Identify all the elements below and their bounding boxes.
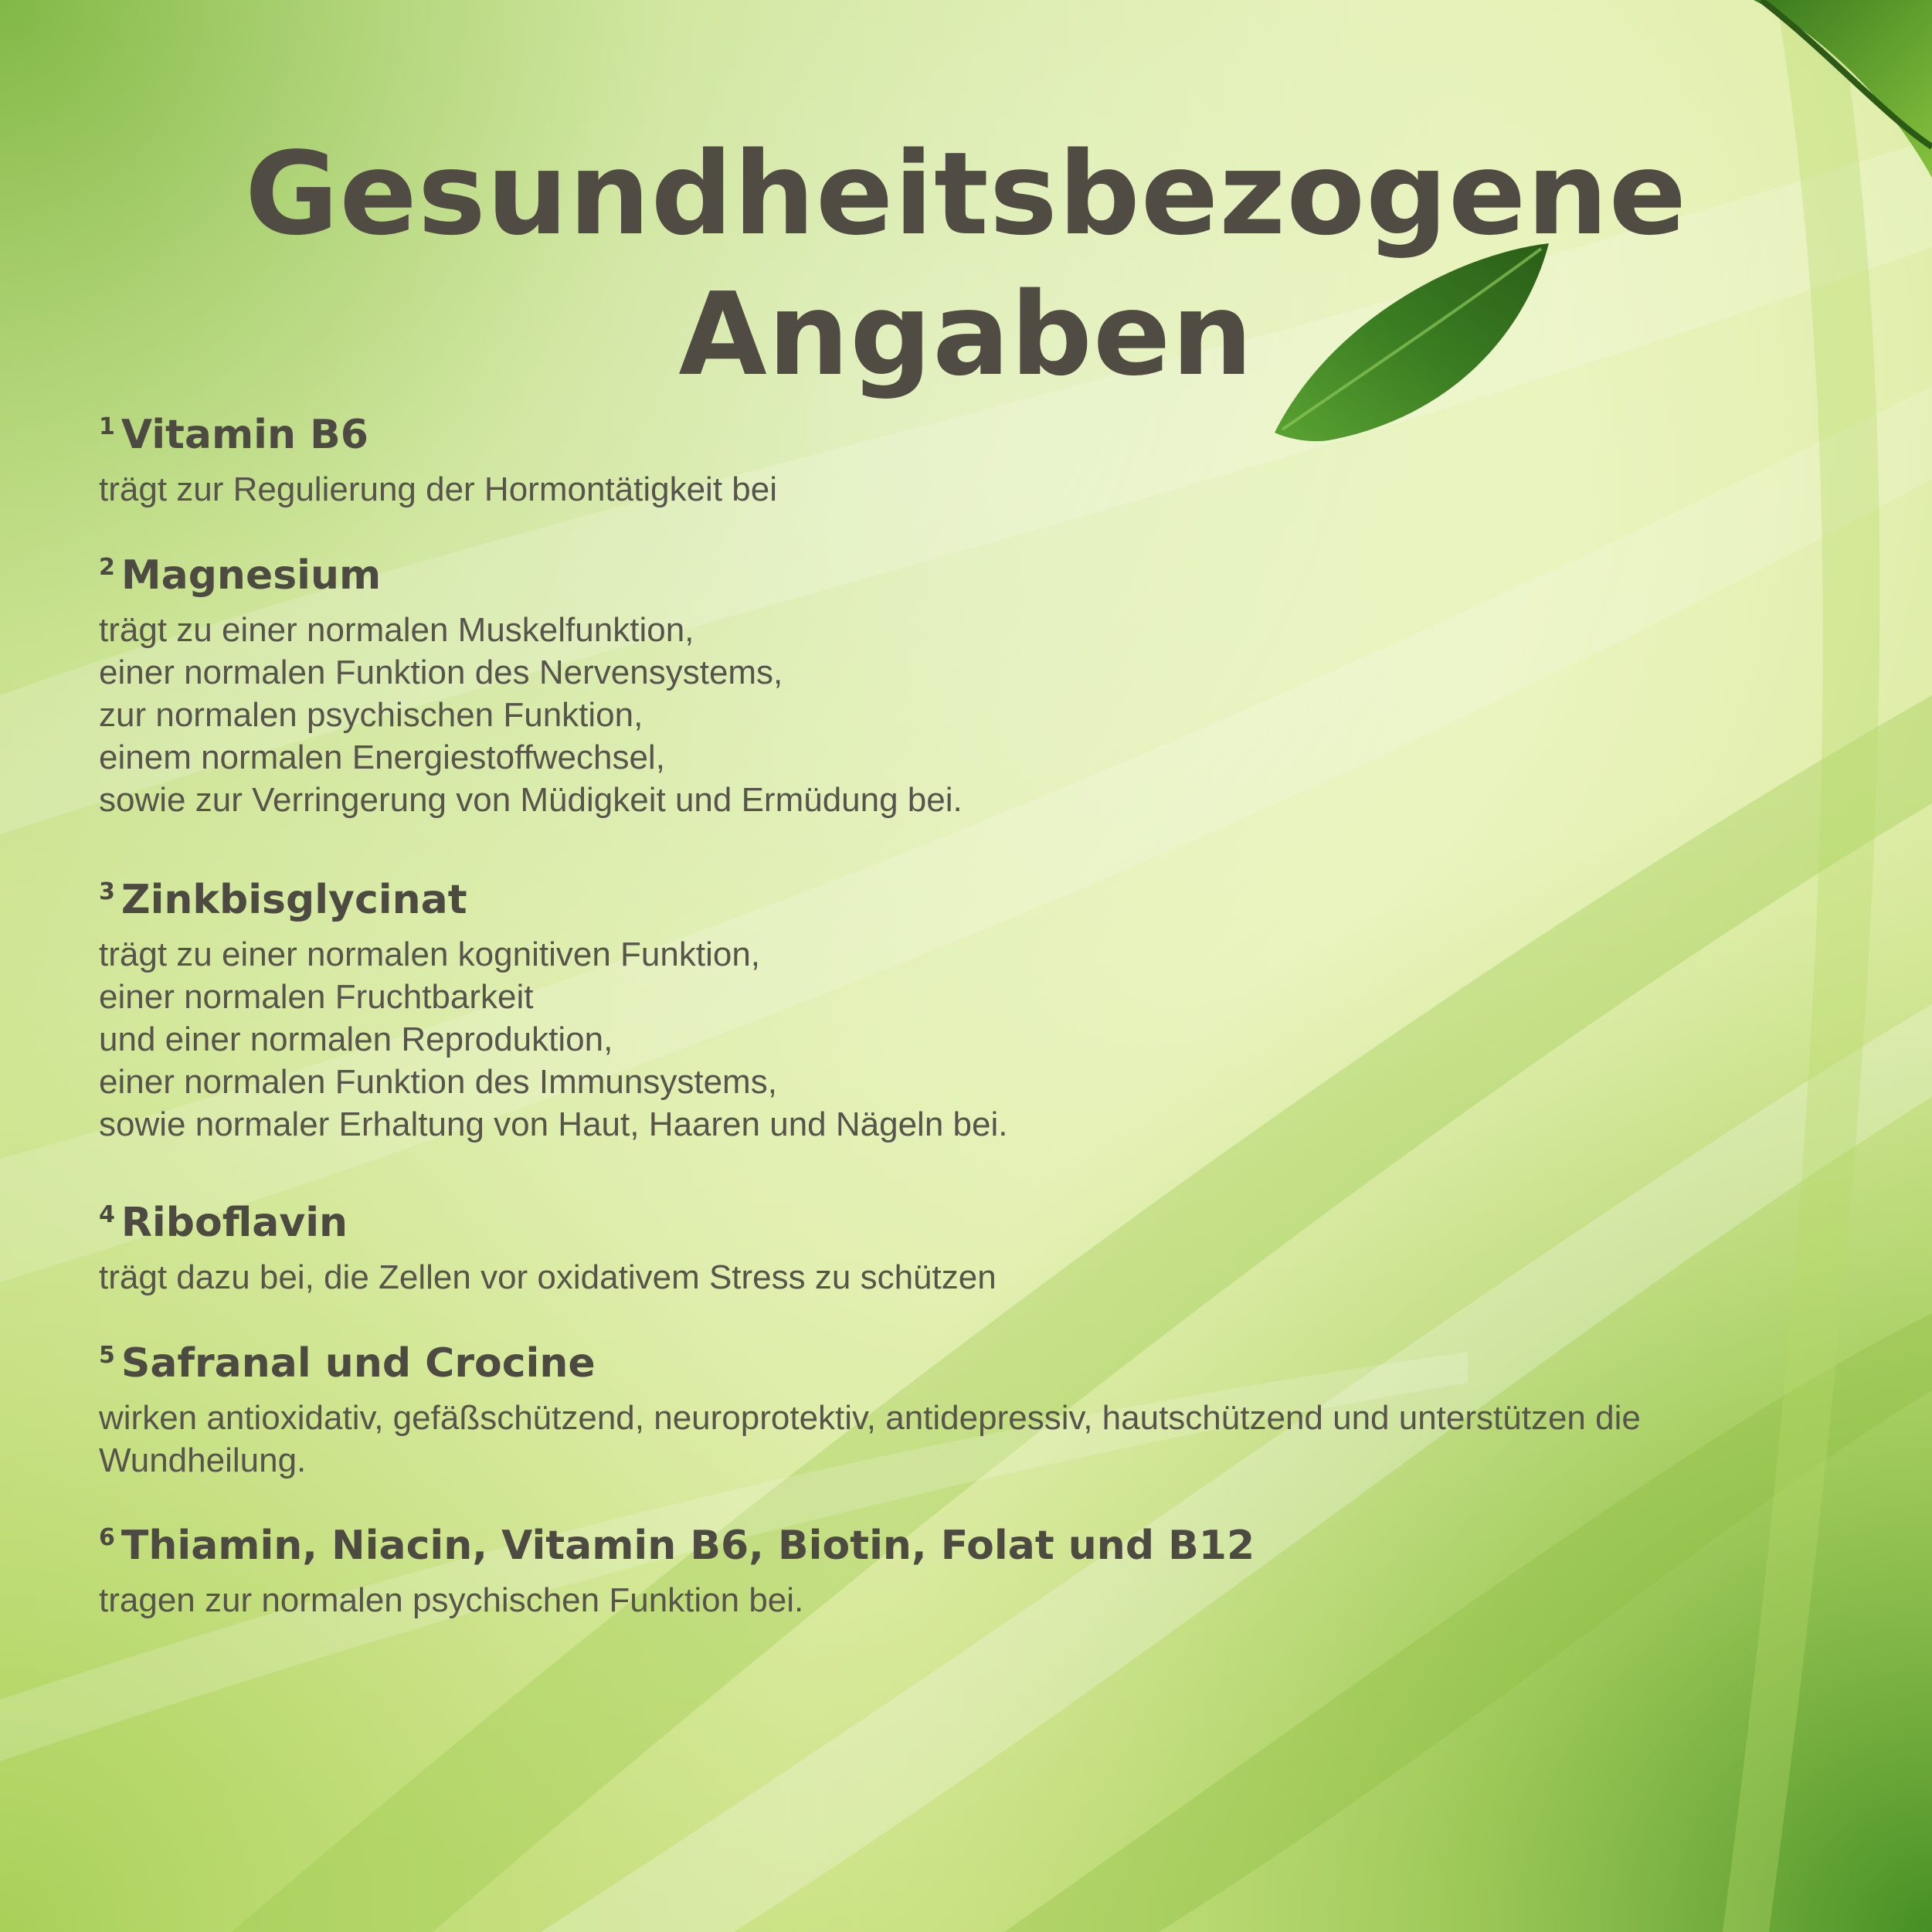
claim-line: trägt dazu bei, die Zellen vor oxidativem Stress zu schützen	[99, 1258, 997, 1296]
claim-heading	[99, 873, 1837, 933]
claim-heading	[99, 1519, 1837, 1579]
claim-description	[99, 1256, 1837, 1299]
title-line-2: Angaben	[678, 268, 1254, 401]
footnote-number: 3	[99, 878, 115, 905]
claim-heading-text: Magnesium	[121, 552, 382, 599]
claim-heading-text: Vitamin B6	[121, 412, 368, 458]
claim-heading-text: Riboflavin	[121, 1200, 348, 1246]
claim-section-zinkbisglycinat	[99, 873, 1837, 1146]
claim-line: trägt zur Regulierung der Hormontätigkeit bei	[99, 470, 778, 508]
claim-heading	[99, 548, 1837, 609]
claim-section-b-vitamins	[99, 1519, 1837, 1621]
claim-heading-text: Thiamin, Niacin, Vitamin B6, Biotin, Folat und B12	[121, 1523, 1255, 1569]
claim-line: sowie zur Verringerung von Müdigkeit und Ermüdung bei.	[99, 781, 963, 819]
claim-line: trägt zu einer normalen kognitiven Funktion,	[99, 935, 761, 973]
page-title	[0, 124, 1932, 405]
claim-line: zur normalen psychischen Funktion,	[99, 696, 643, 734]
claim-description	[99, 609, 1837, 821]
claim-section-riboflavin	[99, 1196, 1837, 1299]
claim-description	[99, 933, 1837, 1146]
claim-section-vitamin-b6	[99, 408, 1837, 511]
claim-line: einem normalen Energiestoffwechsel,	[99, 739, 665, 776]
claim-line: Wundheilung.	[99, 1441, 307, 1479]
claim-line: und einer normalen Reproduktion,	[99, 1020, 613, 1058]
claim-line: einer normalen Funktion des Immunsystems,	[99, 1063, 777, 1101]
claim-line: einer normalen Funktion des Nervensystems,	[99, 654, 783, 691]
footnote-number: 5	[99, 1342, 115, 1369]
footnote-number: 4	[99, 1201, 115, 1228]
claim-heading	[99, 1196, 1837, 1256]
claim-heading	[99, 1336, 1837, 1397]
claim-line: sowie normaler Erhaltung von Haut, Haaren und Nägeln bei.	[99, 1105, 1008, 1143]
title-line-1: Gesundheitsbezogene	[244, 127, 1688, 260]
claim-description	[99, 1397, 1837, 1482]
claim-heading-text: Safranal und Crocine	[121, 1340, 596, 1387]
footnote-number: 2	[99, 554, 115, 581]
claim-description	[99, 468, 1837, 511]
claim-line: tragen zur normalen psychischen Funktion bei.	[99, 1581, 804, 1619]
claim-line: trägt zu einer normalen Muskelfunktion,	[99, 611, 694, 649]
claim-description	[99, 1579, 1837, 1621]
claim-heading-text: Zinkbisglycinat	[121, 877, 467, 923]
claim-heading	[99, 408, 1837, 468]
claim-line: wirken antioxidativ, gefäßschützend, neuroprotektiv, antidepressiv, hautschützend und unterstützen die	[99, 1399, 1641, 1437]
footnote-number: 6	[99, 1524, 115, 1551]
footnote-number: 1	[99, 413, 115, 440]
claim-section-safranal-crocine	[99, 1336, 1837, 1482]
claim-section-magnesium	[99, 548, 1837, 821]
claim-line: einer normalen Fruchtbarkeit	[99, 978, 534, 1016]
